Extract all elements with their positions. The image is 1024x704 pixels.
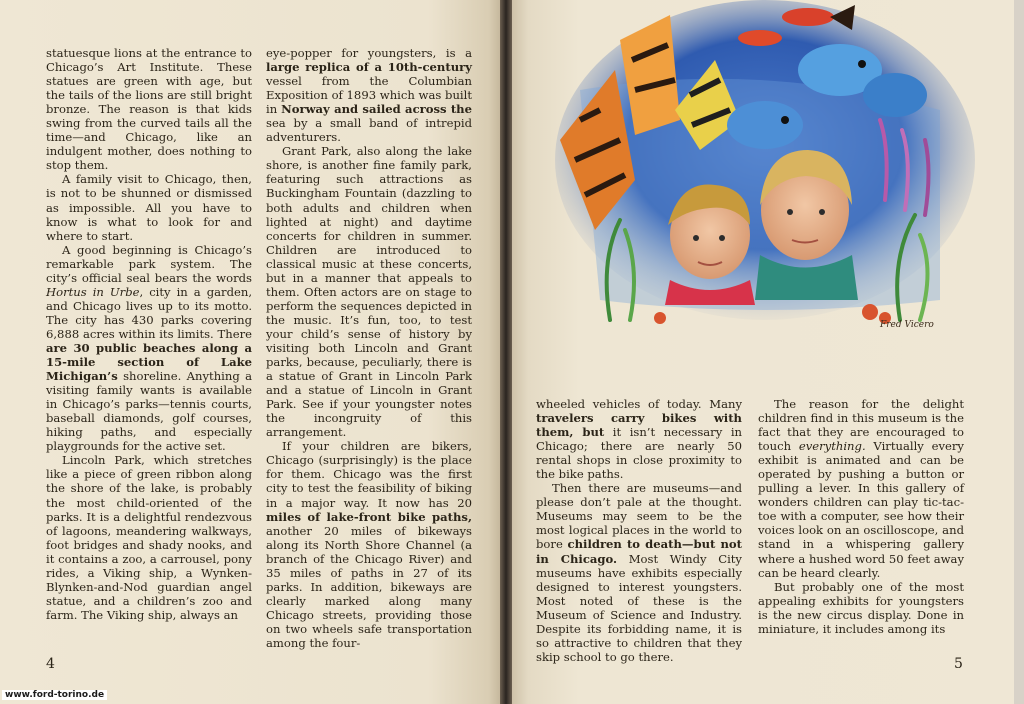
child-right xyxy=(755,150,858,300)
text-run: statuesque lions at the entrance to Chicago’s Art Institute. These statues are green with age, but the tails of the lions are still bright bronze. The reason is that kids swing from the curved tails all the time—and Chicago, like an indulgent mother, does nothing to stop them. xyxy=(46,46,252,173)
left-column-1 xyxy=(46,46,252,622)
watermark: www.ford-torino.de xyxy=(2,690,107,700)
text-run: wheeled vehicles of today. Many xyxy=(536,397,742,411)
right-column-1 xyxy=(536,397,742,664)
italic-run: Hortus in Urbe xyxy=(46,284,140,299)
bold-run: are 30 public beaches along a 15-mile section of Lake Michigan’s xyxy=(46,340,252,384)
text-run: A family visit to Chicago, then, is not to be shunned or dismissed as impossible. All you have to know is what to look for and where to start. xyxy=(46,172,252,243)
paragraph xyxy=(758,580,964,636)
page-number-right: 5 xyxy=(954,656,963,672)
text-run: Lincoln Park, which stretches like a piece of green ribbon along the shore of the lake, is probably the most child-oriented of the parks. It is a delightful rendezvous of lagoons, meandering walkways, foot bridges and shady nooks, and it contains a zoo, a carrousel, pony rides, a Viking ship, a Wynken-Blynken-and-Nod guardian angel statue, and a children’s zoo and farm. The Viking ship, always an xyxy=(46,453,252,622)
text-run: The reason for the delight children find in this museum is the fact that they are encouraged to touch xyxy=(758,397,964,454)
paragraph xyxy=(46,46,252,172)
paragraph xyxy=(46,243,252,454)
text-run: Grant Park, also along the lake shore, is another fine family park, featuring such attractions as Buckingham Fountain (dazzling to both adults and children when lighted at night) and daytime concerts for children in summer. Children are introduced to classical music at these concerts, but in a manner that appeals to them. Often actors are on stage to perform the sequences depicted in the music. It’s fun, too, to test your child’s sense of history by visiting both Lincoln and Grant parks, because, peculiarly, there is a statue of Grant in Lincoln Park and a statue of Lincoln in Grant Park. See if your youngster notes the incongruity of this arrangement. xyxy=(266,144,472,440)
bold-run: large replica of a 10th-century xyxy=(266,60,472,75)
text-run: But probably one of the most appealing exhibits for youngsters is the new circus display. Done in miniature, it includes among its xyxy=(758,579,964,636)
text-run: If your children are bikers, Chicago (surprisingly) is the place for them. Chicago was the first city to test the feasibility of biking in a major way. It now has 20 xyxy=(266,439,472,510)
text-run: shoreline. Anything a visiting family wants is available in Chicago’s parks—tennis courts, baseball diamonds, golf courses, hiking paths, and especially playgrounds for the active set. xyxy=(46,369,252,454)
text-run: another 20 miles of bikeways along its North Shore Channel (a branch of the Chicago River) and 35 miles of paths in 27 of its parks. In addition, bikeways are clearly marked along many Chicago streets, providing those on two wheels safe transportation among the four- xyxy=(266,523,472,650)
paragraph xyxy=(46,172,252,242)
text-run: vessel from the Columbian Exposition of 1893 which was built in xyxy=(266,74,472,117)
text-run: A good beginning is Chicago’s remarkable park system. The city’s official seal bears the words xyxy=(46,242,252,285)
right-column-2 xyxy=(758,397,964,636)
paragraph xyxy=(266,144,472,439)
paragraph xyxy=(536,397,742,481)
paragraph xyxy=(266,439,472,650)
page-edge xyxy=(1014,0,1024,704)
paragraph xyxy=(266,46,472,144)
bold-run: miles of lake-front bike paths, xyxy=(266,509,472,524)
text-run: Then there are museums—and please don’t pale at the thought. Museums may seem to be the most logical places in the world to bore xyxy=(536,481,742,552)
text-run: Most Windy City museums have exhibits especially designed to interest youngsters. Most noted of these is the Museum of Science and Industry. Despite its forbidding name, it is so attractive to children that they skip school to go there. xyxy=(536,551,742,664)
artist-signature: Fred Vicero xyxy=(880,320,934,330)
paragraph xyxy=(758,397,964,580)
italic-run: everything. xyxy=(798,439,866,454)
bold-run: children to death—but not in Chicago. xyxy=(536,537,742,566)
bold-run: travelers carry bikes with them, but xyxy=(536,411,742,440)
aquarium-illustration xyxy=(540,0,980,345)
text-run: sea by a small band of intrepid adventurers. xyxy=(266,116,472,145)
text-run: eye-popper for youngsters, is a xyxy=(266,46,472,60)
paragraph xyxy=(46,453,252,622)
book-spine xyxy=(500,0,512,704)
text-run: it isn’t necessary in Chicago; there are nearly 50 rental shops in close proximity to the bike paths. xyxy=(536,425,742,482)
paragraph xyxy=(536,481,742,664)
page-number-left: 4 xyxy=(46,656,55,672)
text-run: Virtually every exhibit is animated and can be operated by pushing a button or pulling a lever. In this gallery of wonders children can play tic-tac-toe with a computer, see how their voices look on an oscilloscope, and stand in a whispering gallery where a hushed word 50 feet away can be heard clearly. xyxy=(758,439,964,580)
bold-run: Norway and sailed across the xyxy=(281,102,472,117)
text-run: , city in a garden, and Chicago lives up to its motto. The city has 430 parks covering 6,888 acres within its limits. There xyxy=(46,284,253,341)
left-column-2 xyxy=(266,46,472,650)
